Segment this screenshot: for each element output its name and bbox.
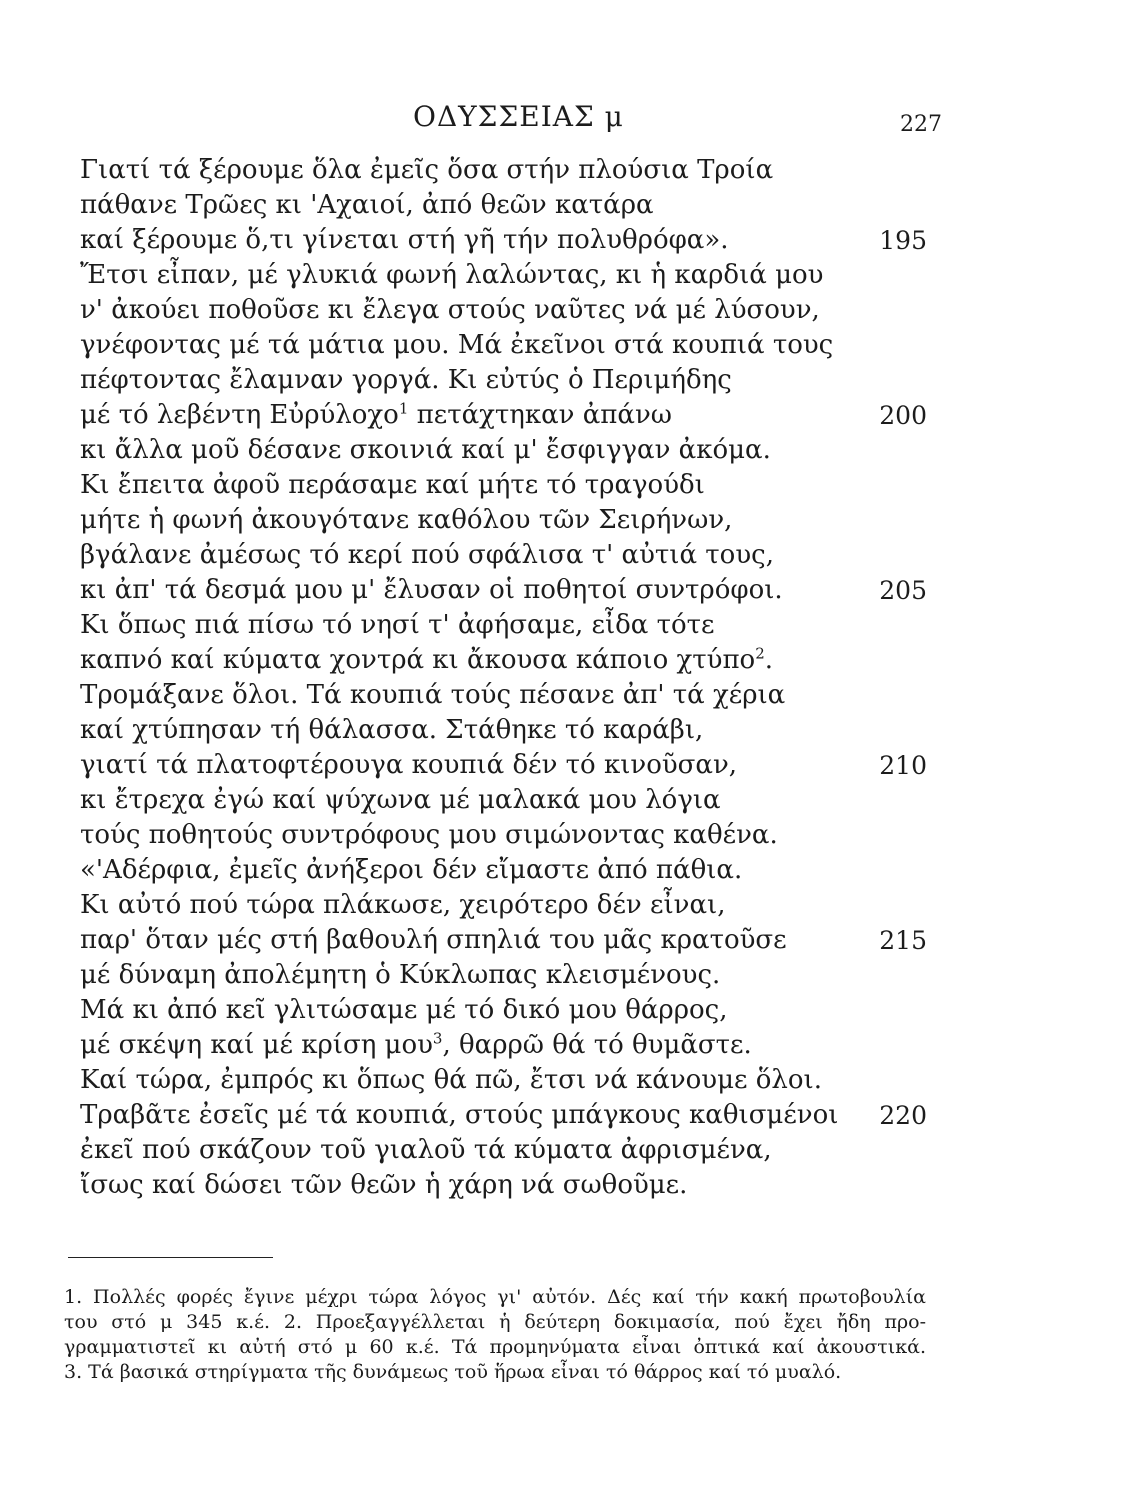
verse-text: [80, 398, 672, 433]
line-number: 195: [879, 226, 927, 255]
footnotes: [64, 1285, 926, 1385]
line-number: 205: [879, 576, 927, 605]
verse-line: [0, 748, 1137, 783]
verse-text-main: κι ἔτρεχα ἐγώ καί ψύχωνα μέ μαλακά μου λόγια: [80, 785, 721, 815]
verse-text-after: .: [764, 645, 774, 675]
verse-text-main: Κι αὐτό πού τώρα πλάκωσε, χειρότερο δέν εἶναι,: [80, 890, 726, 920]
footnote-line: 1. Πολλές φορές ἔγινε μέχρι τώρα λόγος γι' αὐτόν. Δές καί τήν κακή πρωτοβουλία: [64, 1286, 926, 1308]
verse-text-main: πέφτοντας ἔλαμναν γοργά. Κι εὐτύς ὁ Περιμήδης: [80, 365, 732, 395]
verse-line: [0, 188, 1137, 223]
footnote-line: γραμματιστεῖ κι αὐτή στό μ 60 κ.έ. Τά προμηνύματα εἶναι ὀπτικά καί ἀκουστικά.: [64, 1336, 926, 1358]
running-head: ΟΔΥΣΣΕΙΑΣ μ: [413, 100, 624, 133]
verse-line: [0, 783, 1137, 818]
verse-text-main: μέ τό λεβέντη Εὐρύλοχο: [80, 400, 399, 430]
line-number: 210: [879, 751, 927, 780]
verse-line: [0, 468, 1137, 503]
verse-text-main: πάθανε Τρῶες κι 'Αχαιοί, ἀπό θεῶν κατάρα: [80, 190, 654, 220]
verse-text-main: Μά κι ἀπό κεῖ γλιτώσαμε μέ τό δικό μου θάρρος,: [80, 995, 728, 1025]
verse-text: [80, 433, 771, 468]
verse-text: [80, 468, 705, 503]
verse-line: [0, 1028, 1137, 1063]
verse-line: [0, 713, 1137, 748]
verse-text: [80, 713, 703, 748]
line-number: 220: [879, 1101, 927, 1130]
verse-line: [0, 293, 1137, 328]
verse-text-main: παρ' ὅταν μές στή βαθουλή σπηλιά του μᾶς κρατοῦσε: [80, 925, 787, 955]
verse-text: [80, 328, 833, 363]
footnote-line: 3. Τά βασικά στηρίγματα τῆς δυνάμεως τοῦ ἥρωα εἶναι τό θάρρος καί τό μυαλό.: [64, 1361, 842, 1383]
verse-text-main: Κι ἔπειτα ἀφοῦ περάσαμε καί μήτε τό τραγούδι: [80, 470, 705, 500]
verse-text: [80, 188, 654, 223]
verse-text: [80, 153, 773, 188]
verse-text-main: Ἔτσι εἶπαν, μέ γλυκιά φωνή λαλώντας, κι ἡ καρδιά μου: [80, 260, 824, 290]
verse-text-main: γιατί τά πλατοφτέρουγα κουπιά δέν τό κινοῦσαν,: [80, 750, 738, 780]
verse-text-main: Τρομάξανε ὅλοι. Τά κουπιά τούς πέσανε ἀπ' τά χέρια: [80, 680, 786, 710]
verse-text-main: καί χτύπησαν τή θάλασσα. Στάθηκε τό καράβι,: [80, 715, 704, 745]
verse-text: [80, 888, 725, 923]
verse-text: [80, 258, 823, 293]
verse-text-main: τούς ποθητούς συντρόφους μου σιμώνοντας καθένα.: [80, 820, 778, 850]
verse-line: [0, 538, 1137, 573]
verse-text: [80, 993, 727, 1028]
verse-text-main: μέ σκέψη καί μέ κρίση μου: [80, 1030, 433, 1060]
verse-text-main: «'Αδέρφια, ἐμεῖς ἀνήξεροι δέν εἴμαστε ἀπό πάθια.: [80, 855, 743, 885]
verse-text: [80, 608, 715, 643]
verse-line: [0, 608, 1137, 643]
verse-line: [0, 923, 1137, 958]
verse-line: [0, 573, 1137, 608]
verse-text-after: πετάχτηκαν ἀπάνω: [408, 400, 672, 430]
verse-text-main: ἐκεῖ πού σκάζουν τοῦ γιαλοῦ τά κύματα ἀφρισμένα,: [80, 1135, 772, 1165]
verse-text-main: κι ἄλλα μοῦ δέσανε σκοινιά καί μ' ἔσφιγγαν ἀκόμα.: [80, 435, 771, 465]
verse-text-main: ν' ἀκούει ποθοῦσε κι ἔλεγα στούς ναῦτες νά μέ λύσουν,: [80, 295, 820, 325]
verse-text-main: καπνό καί κύματα χοντρά κι ἄκουσα κάποιο χτύπο: [80, 645, 756, 675]
verse-text: [80, 1063, 822, 1098]
footnote-marker: 2: [755, 644, 765, 663]
verse-text-main: καί ξέρουμε ὅ,τι γίνεται στή γῆ τήν πολυθρόφα».: [80, 225, 729, 255]
verse-text: [80, 818, 778, 853]
verse-text: [80, 783, 721, 818]
verse-text: [80, 1098, 838, 1133]
verse-text-main: ἴσως καί δώσει τῶν θεῶν ἡ χάρη νά σωθοῦμε.: [80, 1170, 688, 1200]
verse-text-main: γνέφοντας μέ τά μάτια μου. Μά ἐκεῖνοι στά κουπιά τους: [80, 330, 834, 360]
verse-text: [80, 643, 773, 678]
verse-line: [0, 328, 1137, 363]
verse-text: [80, 853, 742, 888]
verse-line: [0, 678, 1137, 713]
verse-text: [80, 1168, 687, 1203]
verse-line: [0, 993, 1137, 1028]
line-number: 215: [879, 926, 927, 955]
verse-text-main: κι ἀπ' τά δεσμά μου μ' ἔλυσαν οἱ ποθητοί συντρόφοι.: [80, 575, 783, 605]
verse-line: [0, 503, 1137, 538]
verse-line: [0, 1063, 1137, 1098]
footnote-separator: [68, 1257, 273, 1258]
line-number: 200: [879, 401, 927, 430]
verse-text: [80, 293, 820, 328]
verse-text-main: Κι ὅπως πιά πίσω τό νησί τ' ἀφήσαμε, εἶδα τότε: [80, 610, 715, 640]
footnote-marker: 3: [432, 1029, 443, 1048]
verse-line: [0, 363, 1137, 398]
verse-line: [0, 433, 1137, 468]
verse-text-main: Τραβᾶτε ἐσεῖς μέ τά κουπιά, στούς μπάγκους καθισμένοι: [80, 1100, 839, 1130]
page-number: 227: [900, 112, 942, 137]
poem-body: [0, 153, 1137, 1203]
verse-line: [0, 818, 1137, 853]
verse-text: [80, 923, 787, 958]
verse-text-main: μέ δύναμη ἀπολέμητη ὁ Κύκλωπας κλεισμένους.: [80, 960, 721, 990]
verse-line: [0, 1168, 1137, 1203]
footnote-marker: 1: [398, 399, 409, 418]
verse-line: [0, 888, 1137, 923]
verse-text: [80, 363, 732, 398]
verse-text: [80, 538, 774, 573]
verse-line: [0, 1133, 1137, 1168]
verse-line: [0, 223, 1137, 258]
verse-line: [0, 258, 1137, 293]
verse-line: [0, 1098, 1137, 1133]
verse-text-main: Γιατί τά ξέρουμε ὅλα ἐμεῖς ὅσα στήν πλούσια Τροία: [80, 155, 774, 185]
verse-text-main: μήτε ἡ φωνή ἀκουγότανε καθόλου τῶν Σειρήνων,: [80, 505, 733, 535]
verse-line: [0, 958, 1137, 993]
verse-text: [80, 1028, 752, 1063]
verse-line: [0, 853, 1137, 888]
verse-line: [0, 153, 1137, 188]
verse-text-main: βγάλανε ἀμέσως τό κερί πού σφάλισα τ' αὐτιά τους,: [80, 540, 774, 570]
verse-text-after: , θαρρῶ θά τό θυμᾶστε.: [442, 1030, 752, 1060]
verse-line: [0, 398, 1137, 433]
verse-text: [80, 678, 785, 713]
footnote-line: του στό μ 345 κ.έ. 2. Προεξαγγέλλεται ἡ δεύτερη δοκιμασία, πού ἔχει ἤδη προ-: [64, 1311, 926, 1333]
verse-text-main: Καί τώρα, ἐμπρός κι ὅπως θά πῶ, ἔτσι νά κάνουμε ὅλοι.: [80, 1065, 822, 1095]
verse-line: [0, 643, 1137, 678]
verse-text: [80, 503, 732, 538]
verse-text: [80, 958, 720, 993]
verse-text: [80, 573, 783, 608]
verse-text: [80, 223, 729, 258]
verse-text: [80, 748, 737, 783]
verse-text: [80, 1133, 772, 1168]
